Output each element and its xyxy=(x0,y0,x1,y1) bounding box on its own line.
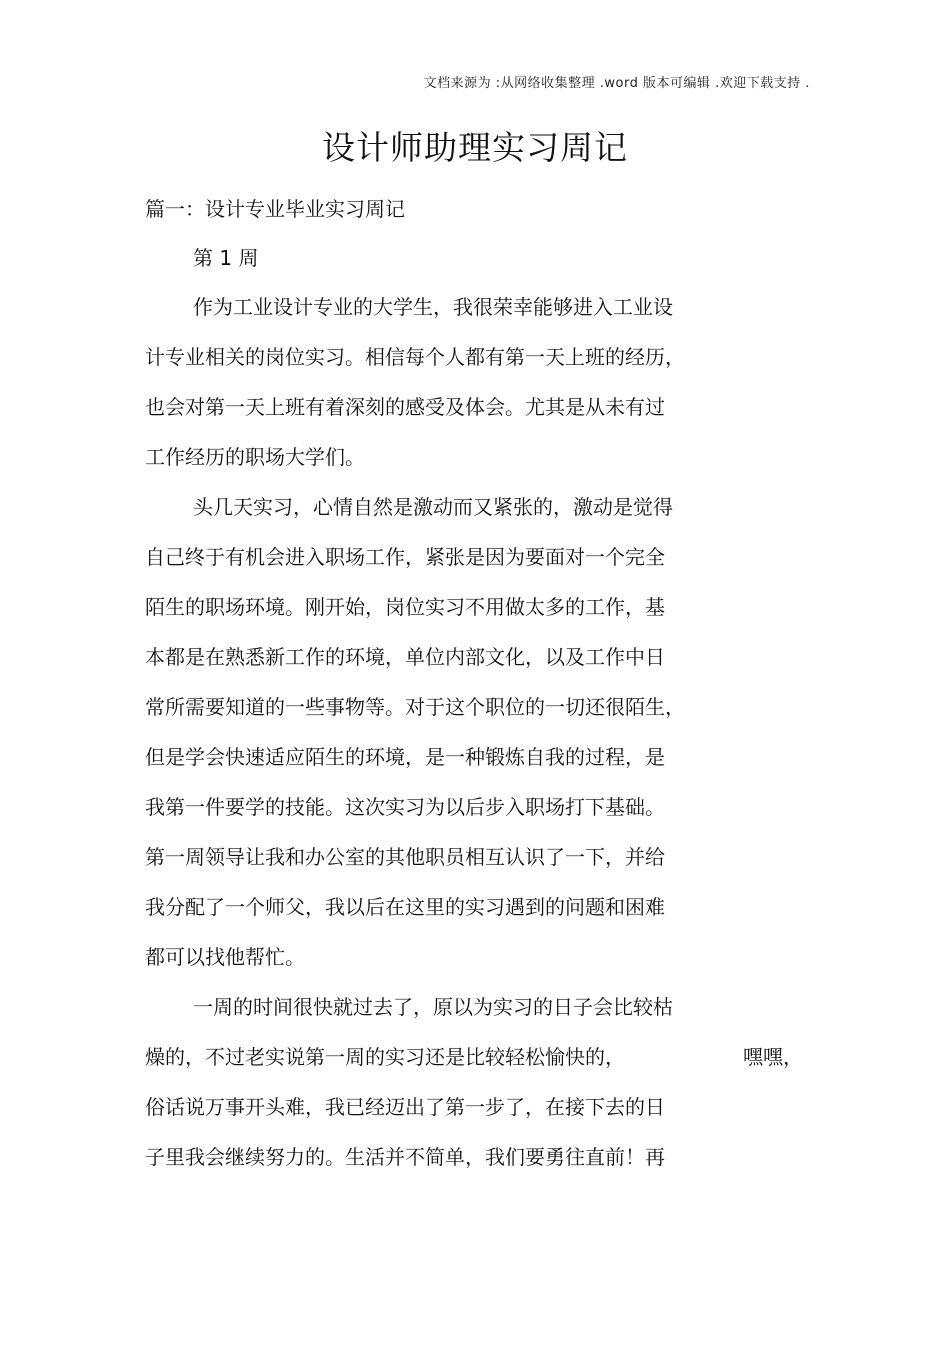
paragraph-line: 都可以找他帮忙。 xyxy=(145,945,305,969)
paragraph-line: 计专业相关的岗位实习。相信每个人都有第一天上班的经历， xyxy=(145,345,685,369)
paragraph-line: 头几天实习，心情自然是激动而又紧张的，激动是觉得 xyxy=(193,495,673,519)
section-heading: 篇一：设计专业毕业实习周记 xyxy=(145,197,405,221)
paragraph-line: 我第一件要学的技能。这次实习为以后步入职场打下基础。 xyxy=(145,795,665,819)
paragraph-line: 但是学会快速适应陌生的环境，是一种锻炼自我的过程，是 xyxy=(145,745,665,769)
paragraph-line: 子里我会继续努力的。生活并不简单，我们要勇往直前！再 xyxy=(145,1145,665,1169)
paragraph-line: 作为工业设计专业的大学生，我很荣幸能够进入工业设 xyxy=(193,295,673,319)
paragraph-line: 第一周领导让我和办公室的其他职员相互认识了一下，并给 xyxy=(145,845,665,869)
document-title: 设计师助理实习周记 xyxy=(322,128,628,167)
paragraph-line: 陌生的职场环境。刚开始，岗位实习不用做太多的工作，基 xyxy=(145,595,665,619)
paragraph-line-tail: 嘿嘿， xyxy=(743,1045,803,1069)
paragraph-line: 燥的，不过老实说第一周的实习还是比较轻松愉快的， xyxy=(145,1045,625,1069)
paragraph-line: 常所需要知道的一些事物等。对于这个职位的一切还很陌生， xyxy=(145,695,685,719)
week-label: 第 1 周 xyxy=(193,246,259,270)
paragraph-line: 自己终于有机会进入职场工作，紧张是因为要面对一个完全 xyxy=(145,545,665,569)
header-note: 文档来源为 :从网络收集整理 .word 版本可编辑 .欢迎下载支持 . xyxy=(423,76,810,91)
paragraph-line: 本都是在熟悉新工作的环境，单位内部文化，以及工作中日 xyxy=(145,645,665,669)
paragraph-line: 我分配了一个师父，我以后在这里的实习遇到的问题和困难 xyxy=(145,895,665,919)
paragraph-line: 俗话说万事开头难，我已经迈出了第一步了，在接下去的日 xyxy=(145,1095,665,1119)
paragraph-line: 工作经历的职场大学们。 xyxy=(145,445,365,469)
paragraph-line: 一周的时间很快就过去了，原以为实习的日子会比较枯 xyxy=(193,995,673,1019)
paragraph-line: 也会对第一天上班有着深刻的感受及体会。尤其是从未有过 xyxy=(145,395,665,419)
